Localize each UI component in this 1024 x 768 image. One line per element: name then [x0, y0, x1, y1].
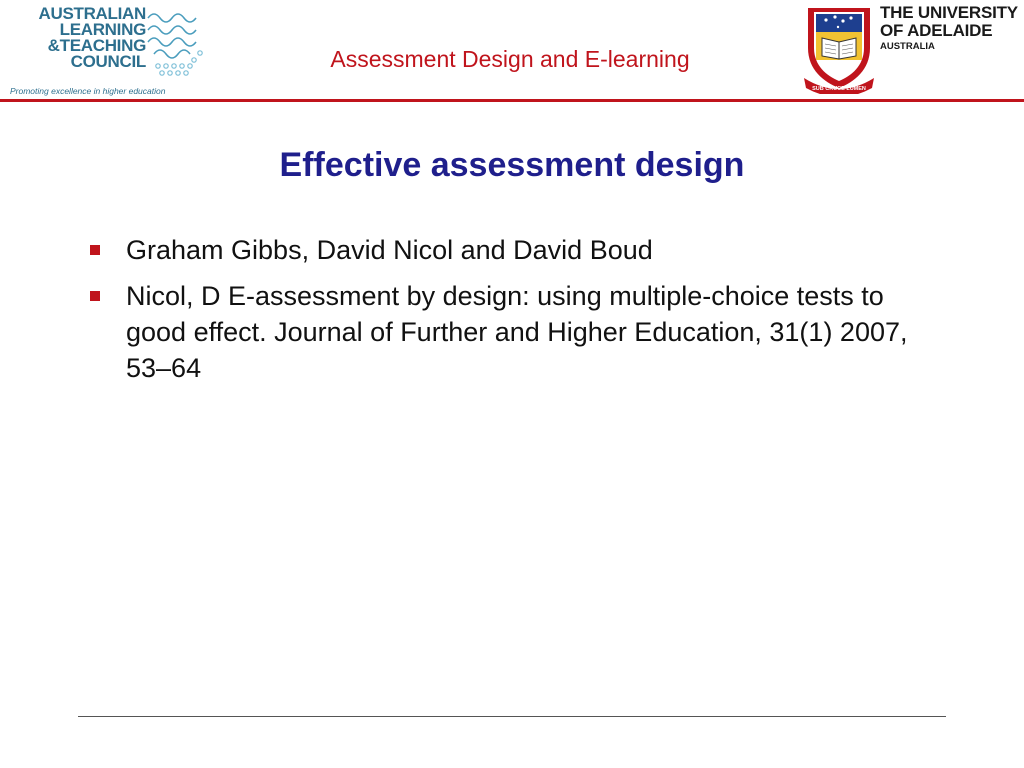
header-title: Assessment Design and E-learning — [330, 46, 690, 72]
square-bullet-icon — [90, 245, 100, 255]
altc-line-2: LEARNING — [59, 20, 146, 39]
university-name-line-1: THE UNIVERSITY — [880, 3, 1018, 22]
altc-line-4: COUNCIL — [70, 52, 146, 71]
bullet-text: Graham Gibbs, David Nicol and David Boud — [126, 235, 653, 265]
bullet-text: Nicol, D E-assessment by design: using multiple-choice tests to good effect. Journal of Further and Higher Education, 31(1) 2007, 53–64 — [126, 281, 908, 383]
altc-line-1: AUSTRALIAN — [38, 4, 146, 23]
bullet-list — [88, 232, 908, 396]
altc-wave-graphic-icon — [144, 8, 206, 80]
header-divider — [0, 99, 1024, 102]
bullet-item — [88, 278, 908, 386]
bullet-item — [88, 232, 908, 268]
footer-divider — [78, 716, 946, 717]
slide-title: Effective assessment design — [279, 146, 745, 184]
square-bullet-icon — [90, 291, 100, 301]
altc-tagline: Promoting excellence in higher education — [10, 86, 166, 96]
university-name-line-2: OF ADELAIDE — [880, 21, 993, 40]
university-wordmark — [880, 4, 1018, 53]
crest-motto: SUB CRUCE LUMEN — [812, 86, 866, 92]
altc-wordmark — [8, 6, 146, 70]
altc-logo — [4, 2, 209, 98]
university-crest-icon — [802, 4, 876, 94]
university-country: AUSTRALIA — [880, 41, 935, 52]
altc-line-3: &TEACHING — [47, 36, 146, 55]
